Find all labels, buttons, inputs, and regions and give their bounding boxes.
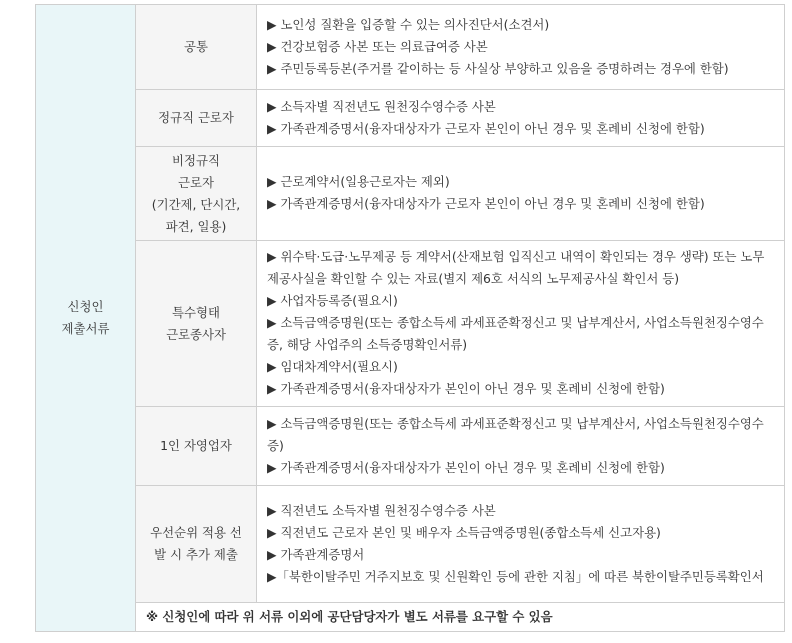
- table-row: [36, 147, 785, 241]
- items-priority-additional: [257, 486, 785, 603]
- list-item: ▶ 가족관계증명서: [267, 546, 365, 562]
- category-label: 비정규직: [172, 152, 220, 168]
- list-item: ▶ 가족관계증명서(융자대상자가 근로자 본인이 아닌 경우 및 혼례비 신청에 한함): [267, 120, 705, 136]
- category-label: 정규직 근로자: [158, 110, 234, 125]
- category-label: 우선순위 적용 선: [150, 525, 242, 540]
- items-special-worker: [257, 241, 785, 407]
- required-documents-table: [35, 4, 785, 632]
- category-label: 특수형태: [172, 304, 220, 320]
- footnote: ※ 신청인에 따라 위 서류 이외에 공단담당자가 별도 서류를 요구할 수 있음: [136, 603, 785, 632]
- list-item: ▶ 건강보험증 사본 또는 의료급여증 사본: [267, 38, 488, 54]
- category-priority-additional: [136, 486, 257, 603]
- list-item: ▶ 소득자별 직전년도 원천징수영수증 사본: [267, 98, 496, 114]
- list-item: ▶ 노인성 질환을 입증할 수 있는 의사진단서(소견서): [267, 16, 550, 32]
- category-label: 근로자: [178, 174, 214, 190]
- list-item: ▶ 위수탁·도급·노무제공 등 계약서(산재보험 입직신고 내역이 확인되는 경우 생략) 또는 노무제공사실을 확인할 수 있는 자료(별지 제6호 서식의 노무제공사실 확인서 등): [267, 249, 765, 286]
- list-item: ▶ 주민등록등본(주거를 같이하는 등 사실상 부양하고 있음을 증명하려는 경우에 한함): [267, 60, 729, 76]
- category-label: 발 시 추가 제출: [154, 547, 238, 562]
- list-item: ▶ 가족관계증명서(융자대상자가 본인이 아닌 경우 및 혼례비 신청에 한함): [267, 381, 665, 396]
- header-line: 신청인: [67, 299, 104, 314]
- list-item: ▶ 근로계약서(일용근로자는 제외): [267, 174, 450, 189]
- table-row: [36, 407, 785, 486]
- header-line: 제출서류: [61, 321, 110, 336]
- list-item: ▶ 소득금액증명원(또는 종합소득세 과세표준확정신고 및 납부계산서, 사업소득원천징수영수증, 해당 사업주의 소득증명확인서류): [267, 315, 764, 352]
- items-non-regular-worker: [257, 147, 785, 241]
- applicant-documents-header: [36, 5, 136, 632]
- table-row: [36, 486, 785, 603]
- category-label: 1인 자영업자: [160, 438, 232, 453]
- table-row: [36, 90, 785, 147]
- list-item: ▶「북한이탈주민 거주지보호 및 신원확인 등에 관한 지침」에 따른 북한이탈주민등록확인서: [267, 568, 764, 584]
- list-item: ▶ 직전년도 소득자별 원천징수영수증 사본: [267, 502, 496, 518]
- category-common: [136, 5, 257, 90]
- items-regular-worker: [257, 90, 785, 147]
- category-label: 파견, 일용): [165, 218, 227, 234]
- category-label: 근로종사자: [166, 326, 226, 342]
- list-item: ▶ 임대차계약서(필요시): [267, 359, 398, 374]
- list-item: ▶ 가족관계증명서(융자대상자가 본인이 아닌 경우 및 혼례비 신청에 한함): [267, 459, 665, 475]
- table-row: [36, 603, 785, 632]
- category-regular-worker: [136, 90, 257, 147]
- list-item: ▶ 소득금액증명원(또는 종합소득세 과세표준확정신고 및 납부계산서, 사업소득원천징수영수증): [267, 415, 764, 453]
- category-self-employed: [136, 407, 257, 486]
- items-common: [257, 5, 785, 90]
- list-item: ▶ 사업자등록증(필요시): [267, 293, 398, 308]
- list-item: ▶ 직전년도 근로자 본인 및 배우자 소득금액증명원(종합소득세 신고자용): [267, 524, 661, 540]
- table-row: [36, 241, 785, 407]
- category-label: (기간제, 단시간,: [151, 196, 241, 212]
- list-item: ▶ 가족관계증명서(융자대상자가 근로자 본인이 아닌 경우 및 혼례비 신청에 한함): [267, 196, 705, 211]
- category-label: 공통: [184, 39, 208, 54]
- table-row: [36, 5, 785, 90]
- category-special-worker: [136, 241, 257, 407]
- category-non-regular-worker: [136, 147, 257, 241]
- items-self-employed: [257, 407, 785, 486]
